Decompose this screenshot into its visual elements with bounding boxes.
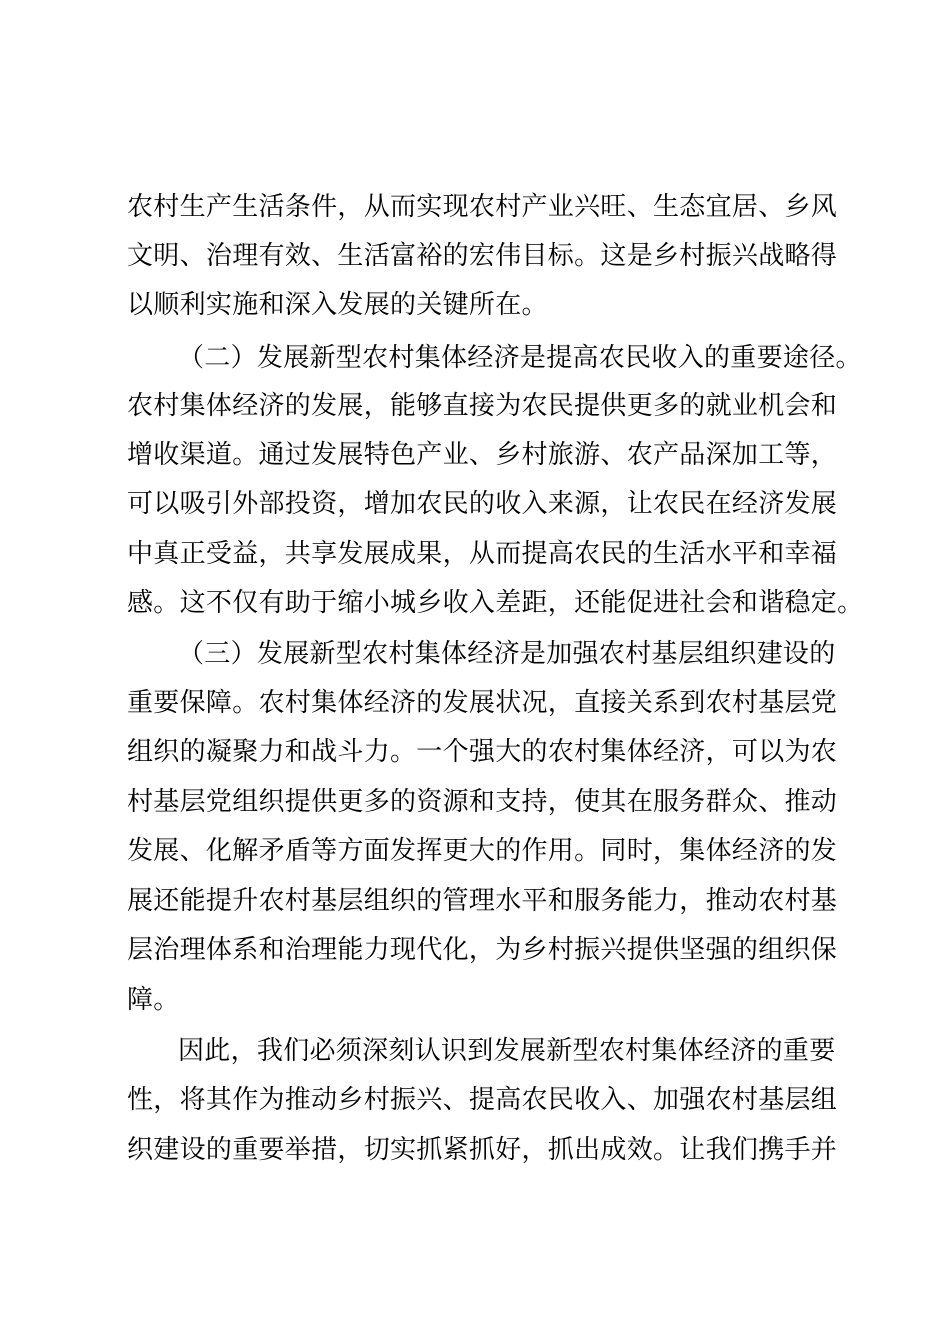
text-line: 组织的凝聚力和战斗力。一个强大的农村集体经济，可以为农 [127, 737, 838, 767]
text-line: 展还能提升农村基层组织的管理水平和服务能力，推动农村基 [127, 886, 838, 916]
text-line: 中真正受益，共享发展成果，从而提高农民的生活水平和幸福 [127, 539, 838, 569]
text-line: 织建设的重要举措，切实抓紧抓好，抓出成效。让我们携手并 [127, 1135, 838, 1165]
text-line: 农村生产生活条件，从而实现农村产业兴旺、生态宜居、乡风 [127, 192, 838, 222]
text-line: 文明、治理有效、生活富裕的宏伟目标。这是乡村振兴战略得 [127, 241, 838, 271]
text-line: 性，将其作为推动乡村振兴、提高农民收入、加强农村基层组 [127, 1085, 838, 1115]
text-line: （二）发展新型农村集体经济是提高农民收入的重要途径。 [178, 343, 862, 373]
text-line: 感。这不仅有助于缩小城乡收入差距，还能促进社会和谐稳定。 [127, 588, 864, 618]
text-line: 重要保障。农村集体经济的发展状况，直接关系到农村基层党 [127, 688, 838, 718]
text-line: 因此，我们必须深刻认识到发展新型农村集体经济的重要 [178, 1036, 836, 1066]
text-line: 农村集体经济的发展，能够直接为农民提供更多的就业机会和 [127, 391, 838, 421]
text-line: 增收渠道。通过发展特色产业、乡村旅游、农产品深加工等， [127, 440, 838, 470]
text-line: 村基层党组织提供更多的资源和支持，使其在服务群众、推动 [127, 787, 838, 817]
text-line: 层治理体系和治理能力现代化，为乡村振兴提供坚强的组织保 [127, 935, 838, 965]
text-line: 以顺利实施和深入发展的关键所在。 [127, 290, 548, 320]
text-line: 障。 [127, 985, 180, 1015]
text-line: 可以吸引外部投资，增加农民的收入来源，让农民在经济发展 [127, 489, 838, 519]
text-line: （三）发展新型农村集体经济是加强农村基层组织建设的 [178, 639, 836, 669]
text-line: 发展、化解矛盾等方面发挥更大的作用。同时，集体经济的发 [127, 836, 838, 866]
